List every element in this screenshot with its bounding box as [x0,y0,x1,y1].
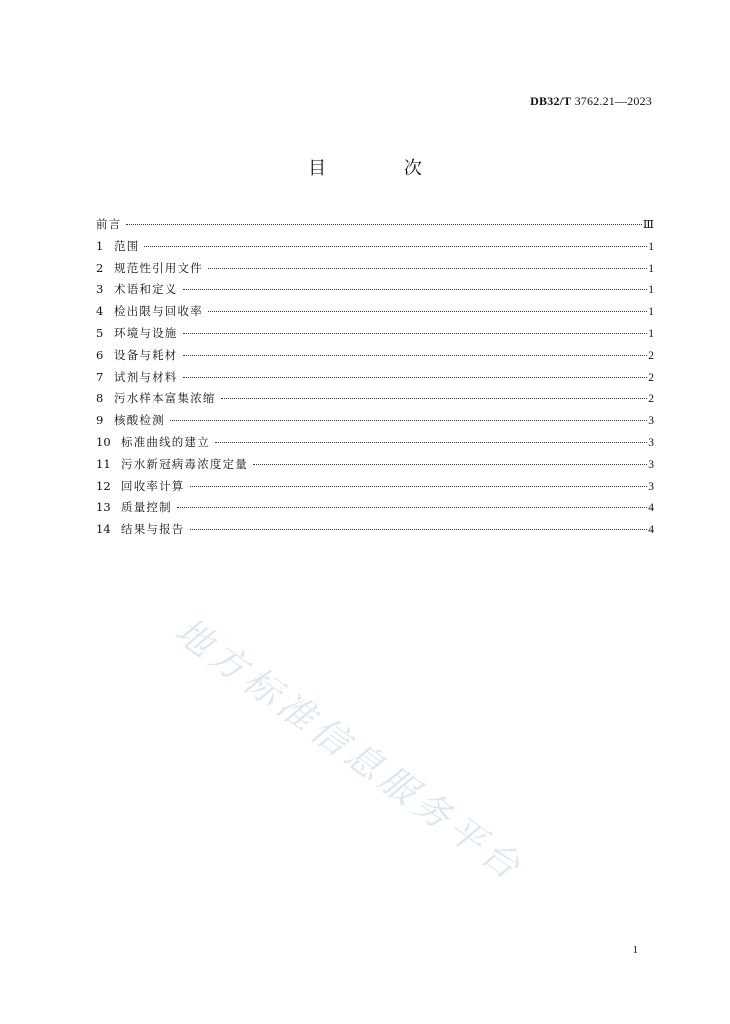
toc-entry-11[interactable] [96,454,654,476]
toc-entry-14[interactable] [96,519,654,541]
toc-entry-12[interactable] [96,476,654,498]
standard-code [530,94,652,109]
dot-leader [190,528,648,530]
dot-leader [183,288,648,290]
dot-leader [208,267,647,269]
toc-entry-text: 前言 [96,217,122,231]
toc-entry-page: 3 [648,458,654,471]
toc-entry-page: 1 [648,262,654,275]
toc-entry-text: 污水样本富集浓缩 [114,391,216,406]
toc-entry-text: 试剂与材料 [114,369,178,384]
dot-leader [126,223,642,225]
dot-leader [177,506,647,508]
toc-entry-13[interactable] [96,497,654,519]
toc-entry-number: 14 [96,522,111,537]
toc-entry-foreword[interactable] [96,214,654,236]
toc-entry-number: 9 [96,413,104,428]
dot-leader [215,441,647,443]
toc-entry-number: 6 [96,347,104,362]
toc-entry-text: 质量控制 [121,500,172,515]
toc-entry-text: 结果与报告 [121,522,185,537]
toc-entry-3[interactable] [96,279,654,301]
toc-entry-text: 范围 [114,238,140,253]
table-of-contents [96,214,654,541]
toc-entry-page: 4 [648,502,654,515]
dot-leader [144,245,647,247]
toc-entry-text: 核酸检测 [114,413,165,428]
toc-entry-text: 检出限与回收率 [114,304,203,319]
toc-entry-number: 10 [96,434,111,449]
dot-leader [221,397,647,399]
toc-entry-number: 11 [96,456,111,471]
toc-entry-10[interactable] [96,432,654,454]
toc-entry-text: 术语和定义 [114,282,178,297]
toc-entry-8[interactable] [96,388,654,410]
toc-entry-text: 规范性引用文件 [114,260,203,275]
toc-entry-text: 回收率计算 [121,478,185,493]
toc-entry-text: 标准曲线的建立 [121,434,210,449]
standard-number: 3762.21—2023 [574,94,652,108]
dot-leader [183,332,648,334]
dot-leader [253,463,647,465]
toc-title: 目 次 [308,158,458,179]
standard-prefix: DB32/T [530,94,572,108]
toc-entry-1[interactable] [96,236,654,258]
toc-entry-page: 3 [648,480,654,493]
page-number: 1 [632,944,638,956]
toc-entry-number: 3 [96,282,104,297]
toc-entry-page: 1 [648,284,654,297]
toc-entry-number: 5 [96,325,104,340]
toc-entry-page: 3 [648,415,654,428]
toc-entry-page: 1 [648,240,654,253]
toc-entry-page: 2 [648,371,654,384]
toc-entry-number: 2 [96,260,104,275]
dot-leader [170,419,647,421]
dot-leader [183,354,648,356]
toc-entry-text: 污水新冠病毒浓度定量 [121,456,248,471]
toc-entry-number: 7 [96,369,104,384]
toc-entry-number: 1 [96,238,104,253]
toc-entry-page: 4 [648,524,654,537]
toc-entry-4[interactable] [96,301,654,323]
toc-entry-number: 12 [96,478,111,493]
dot-leader [208,310,647,312]
toc-entry-number: 4 [96,304,104,319]
toc-entry-page: 1 [648,306,654,319]
toc-entry-page: 2 [648,393,654,406]
toc-entry-page: 2 [648,349,654,362]
toc-entry-text: 环境与设施 [114,325,178,340]
toc-entry-7[interactable] [96,367,654,389]
toc-entry-text: 设备与耗材 [114,347,178,362]
toc-entry-9[interactable] [96,410,654,432]
toc-entry-number: 8 [96,391,104,406]
toc-entry-6[interactable] [96,345,654,367]
dot-leader [190,485,648,487]
dot-leader [183,376,648,378]
toc-entry-2[interactable] [96,258,654,280]
toc-entry-page: 3 [648,436,654,449]
toc-entry-number: 13 [96,500,111,515]
toc-entry-page: Ⅲ [642,219,654,231]
toc-entry-page: 1 [648,327,654,340]
watermark: 地方标准信息服务平台 [167,610,532,891]
toc-entry-5[interactable] [96,323,654,345]
